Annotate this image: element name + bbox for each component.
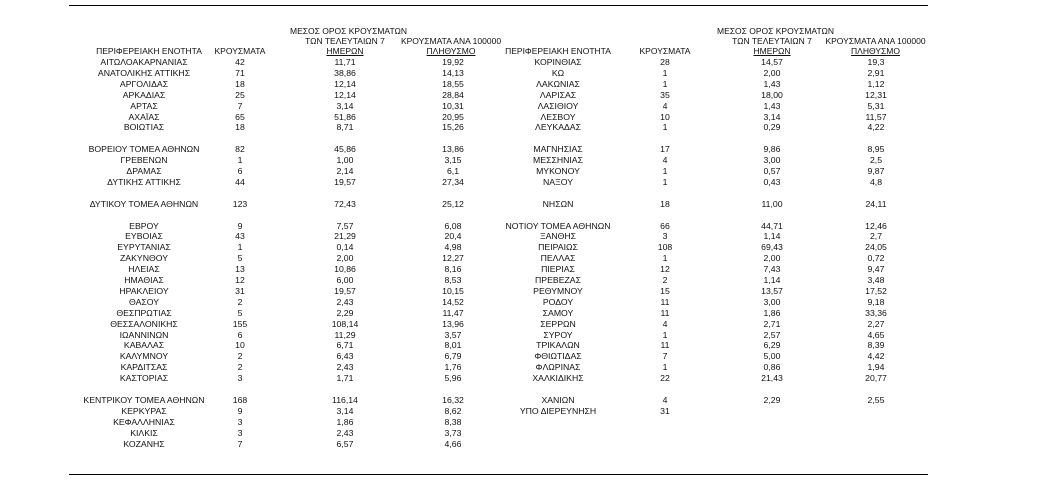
left-region-cell: ΚΑΒΑΛΑΣ: [123, 340, 165, 351]
right-region-cell: ΧΑΝΙΩΝ: [541, 394, 575, 405]
right-region-cell: ΠΙΕΡΙΑΣ: [541, 264, 575, 275]
left-avg-7days-cell: 12,14: [334, 89, 356, 100]
left-avg-7days-cell: 1,71: [336, 373, 354, 384]
right-region-cell: ΚΩ: [551, 67, 565, 78]
right-cases-cell: 1: [662, 362, 668, 373]
left-cases-cell: 155: [232, 318, 248, 329]
right-avg-7days-cell: 9,86: [763, 144, 781, 155]
left-per-100k-cell: 16,32: [442, 394, 464, 405]
left-per-100k-cell: 14,13: [442, 67, 464, 78]
right-region-cell: ΜΕΣΣΗΝΙΑΣ: [533, 155, 583, 166]
top-rule: [69, 5, 928, 6]
right-per-100k-cell: 24,05: [865, 242, 887, 253]
left-per-100k-cell: 25,12: [442, 198, 464, 209]
left-avg-7days-cell: 11,71: [334, 57, 356, 67]
right-cases-cell: 22: [660, 373, 670, 384]
left-cases-cell: 6: [237, 166, 243, 176]
left-avg-7days-cell: 8,71: [336, 122, 354, 133]
right-region-cell: ΛΑΡΙΣΑΣ: [539, 89, 577, 100]
left-region-cell: ΑΡΤΑΣ: [130, 100, 158, 111]
right-region-cell: ΥΠΟ ΔΙΕΡΕΥΝΗΣΗ: [519, 405, 597, 416]
left-per-100k-cell: 5,96: [444, 373, 462, 384]
left-cases-cell: 18: [235, 122, 245, 133]
right-per-100k-cell: 3,48: [867, 275, 885, 285]
left-region-cell: ΚΑΣΤΟΡΙΑΣ: [119, 373, 169, 384]
left-region-cell: ΚΕΡΚΥΡΑΣ: [121, 405, 167, 416]
right-region-cell: ΡΟΔΟΥ: [542, 296, 574, 307]
left-avg-7days-cell: 6,00: [336, 275, 354, 285]
right-region-cell: ΛΑΣΙΘΙΟΥ: [537, 100, 579, 111]
right-per-100k-cell: 12,46: [865, 220, 887, 231]
left-per-100k-cell: 27,34: [442, 176, 464, 187]
right-avg-7days-cell: 6,29: [763, 340, 781, 351]
right-avg-7days-cell: 5,00: [763, 351, 781, 362]
right-per-100k-cell: 0,72: [867, 253, 885, 264]
left-per-100k-cell: 20,4: [444, 231, 462, 242]
right-avg-7days-cell: 7,43: [763, 264, 781, 275]
right-per-100k-cell: 9,47: [867, 264, 885, 275]
right-avg-7days-cell: 2,00: [763, 67, 781, 78]
left-cases-cell: 5: [237, 253, 243, 264]
right-cases-cell: 31: [660, 405, 670, 416]
left-avg-7days-cell: 3,14: [336, 100, 354, 111]
left-per-100k-cell: 13,96: [442, 318, 464, 329]
right-avg-7days-cell: 0,57: [763, 166, 781, 176]
left-region-cell: ΗΜΑΘΙΑΣ: [124, 275, 164, 285]
left-cases-cell: 2: [237, 296, 243, 307]
left-region-cell: ΙΩΑΝΝΙΝΩΝ: [119, 329, 169, 340]
right-avg-7days-cell: 44,71: [761, 220, 783, 231]
left-cases-cell: 3: [237, 373, 243, 384]
left-cases-cell: 3: [237, 427, 243, 438]
right-cases-cell: 11: [660, 340, 670, 351]
left-cases-cell: 3: [237, 416, 243, 427]
right-avg-7days-cell: 69,43: [761, 242, 783, 253]
right-region-cell: ΚΟΡΙΝΘΙΑΣ: [534, 57, 582, 67]
right-per-100k-cell: 4,42: [867, 351, 885, 362]
right-header-per100k: ΚΡΟΥΣΜΑΤΑ ΑΝΑ 100000 ΠΛΗΘΥΣΜΟ: [825, 36, 926, 56]
right-per-100k-cell: 11,57: [865, 111, 887, 122]
left-region-cell: ΗΡΑΚΛΕΙΟΥ: [119, 285, 169, 296]
left-per-100k-cell: 13,86: [442, 144, 464, 155]
left-region-cell: ΚΕΦΑΛΛΗΝΙΑΣ: [113, 416, 175, 427]
right-avg-7days-cell: 1,43: [763, 78, 781, 89]
right-per-100k-cell: 4,8: [869, 176, 883, 187]
right-avg-7days-cell: 1,43: [763, 100, 781, 111]
left-region-cell: ΚΟΖΑΝΗΣ: [123, 438, 165, 449]
left-avg-7days-cell: 2,14: [336, 166, 354, 176]
left-cases-cell: 2: [237, 362, 243, 373]
right-avg-7days-cell: 3,14: [763, 111, 781, 122]
left-avg-7days-cell: 11,29: [334, 329, 356, 340]
left-cases-cell: 9: [237, 220, 243, 231]
left-cases-cell: 18: [235, 78, 245, 89]
right-header-avg: ΜΕΣΟΣ ΟΡΟΣ ΚΡΟΥΣΜΑΤΩΝ ΤΩΝ ΤΕΛΕΥΤΑΙΩΝ 7 ΗΜΕΡΩΝ: [717, 26, 834, 56]
left-per-100k-cell: 28,84: [442, 89, 464, 100]
left-avg-7days-cell: 2,43: [336, 362, 354, 373]
left-per-100k-cell: 10,31: [442, 100, 464, 111]
left-per-100k-cell: 6,1: [446, 166, 460, 176]
left-per-100k-cell: 18,55: [442, 78, 464, 89]
right-cases-cell: 18: [660, 198, 670, 209]
right-per-100k-cell: 4,22: [867, 122, 885, 133]
right-cases-cell: 2: [662, 275, 668, 285]
left-cases-cell: 44: [235, 176, 245, 187]
left-avg-7days-cell: 19,57: [334, 176, 356, 187]
left-avg-7days-cell: 6,71: [336, 340, 354, 351]
right-per-100k-cell: 24,11: [865, 198, 887, 209]
left-cases-cell: 7: [237, 100, 243, 111]
left-region-cell: ΔΡΑΜΑΣ: [126, 166, 162, 176]
left-avg-7days-cell: 51,86: [334, 111, 356, 122]
left-per-100k-cell: 6,79: [444, 351, 462, 362]
bottom-rule: [69, 474, 928, 475]
right-per-100k-cell: 4,65: [867, 329, 885, 340]
right-avg-7days-cell: 1,14: [763, 275, 781, 285]
left-region-cell: ΔΥΤΙΚΗΣ ΑΤΤΙΚΗΣ: [107, 176, 181, 187]
left-header-region: ΠΕΡΙΦΕΡΕΙΑΚΗ ΕΝΟΤΗΤΑ: [96, 46, 202, 56]
left-avg-7days-cell: 45,86: [334, 144, 356, 155]
left-avg-7days-cell: 2,00: [336, 253, 354, 264]
right-per-100k-cell: 8,39: [867, 340, 885, 351]
left-avg-7days-cell: 0,14: [336, 242, 354, 253]
left-per-100k-cell: 6,08: [444, 220, 462, 231]
left-region-cell: ΗΛΕΙΑΣ: [128, 264, 160, 275]
right-region-cell: ΛΑΚΩΝΙΑΣ: [536, 78, 580, 89]
left-avg-7days-cell: 7,57: [336, 220, 354, 231]
right-region-cell: ΠΕΙΡΑΙΩΣ: [538, 242, 578, 253]
left-region-cell: ΑΡΚΑΔΙΑΣ: [122, 89, 166, 100]
left-region-cell: ΖΑΚΥΝΘΟΥ: [120, 253, 168, 264]
left-per-100k-cell: 8,38: [444, 416, 462, 427]
left-region-cell: ΚΙΛΚΙΣ: [130, 427, 158, 438]
right-region-cell: ΛΕΥΚΑΔΑΣ: [535, 122, 581, 133]
right-avg-7days-cell: 2,57: [763, 329, 781, 340]
left-region-cell: ΓΡΕΒΕΝΩΝ: [120, 155, 168, 166]
left-per-100k-cell: 11,47: [442, 307, 464, 318]
left-avg-7days-cell: 116,14: [332, 394, 358, 405]
right-per-100k-cell: 8,95: [867, 144, 885, 155]
right-cases-cell: 28: [660, 57, 670, 67]
right-avg-7days-cell: 11,00: [761, 198, 783, 209]
left-cases-cell: 6: [237, 329, 243, 340]
left-cases-cell: 1: [237, 242, 243, 253]
right-per-100k-cell: 1,12: [867, 78, 885, 89]
right-per-100k-cell: 1,94: [867, 362, 885, 373]
left-header-cases: ΚΡΟΥΣΜΑΤΑ: [214, 46, 266, 56]
left-region-cell: ΑΧΑΪΑΣ: [128, 111, 160, 122]
left-region-cell: ΕΒΡΟΥ: [129, 220, 159, 231]
right-cases-cell: 12: [660, 264, 670, 275]
right-per-100k-cell: 2,55: [867, 394, 885, 405]
right-per-100k-cell: 9,87: [867, 166, 885, 176]
right-cases-cell: 11: [660, 296, 670, 307]
left-avg-7days-cell: 2,29: [336, 307, 354, 318]
left-avg-7days-cell: 6,43: [336, 351, 354, 362]
left-avg-7days-cell: 21,29: [334, 231, 356, 242]
right-region-cell: ΦΘΙΩΤΙΔΑΣ: [534, 351, 582, 362]
left-region-cell: ΒΟΡΕΙΟΥ ΤΟΜΕΑ ΑΘΗΝΩΝ: [88, 144, 200, 155]
right-header-region: ΠΕΡΙΦΕΡΕΙΑΚΗ ΕΝΟΤΗΤΑ: [505, 46, 611, 56]
left-avg-7days-cell: 38,86: [334, 67, 356, 78]
right-cases-cell: 3: [662, 231, 668, 242]
right-per-100k-cell: 17,52: [865, 285, 887, 296]
left-avg-7days-cell: 3,14: [336, 405, 354, 416]
right-cases-cell: 4: [662, 155, 668, 166]
right-per-100k-cell: 5,31: [867, 100, 885, 111]
left-avg-7days-cell: 19,57: [334, 285, 356, 296]
left-region-cell: ΑΝΑΤΟΛΙΚΗΣ ΑΤΤΙΚΗΣ: [97, 67, 191, 78]
left-per-100k-cell: 1,76: [444, 362, 462, 373]
left-cases-cell: 25: [235, 89, 245, 100]
left-avg-7days-cell: 108,14: [331, 318, 359, 329]
right-avg-7days-cell: 0,43: [763, 176, 781, 187]
left-cases-cell: 71: [235, 67, 245, 78]
left-per-100k-cell: 3,15: [444, 155, 462, 166]
right-cases-cell: 17: [660, 144, 670, 155]
left-cases-cell: 13: [235, 264, 245, 275]
left-region-cell: ΒΟΙΩΤΙΑΣ: [123, 122, 165, 133]
right-region-cell: ΣΑΜΟΥ: [542, 307, 574, 318]
left-cases-cell: 1: [237, 155, 243, 166]
right-per-100k-cell: 2,5: [869, 155, 883, 166]
left-per-100k-cell: 8,62: [444, 405, 462, 416]
left-header-avg: ΜΕΣΟΣ ΟΡΟΣ ΚΡΟΥΣΜΑΤΩΝ ΤΩΝ ΤΕΛΕΥΤΑΙΩΝ 7 ΗΜΕΡΩΝ: [290, 26, 407, 56]
left-region-cell: ΕΥΒΟΙΑΣ: [125, 231, 163, 242]
right-cases-cell: 1: [662, 253, 668, 264]
left-region-cell: ΑΡΓΟΛΙΔΑΣ: [119, 78, 169, 89]
right-region-cell: ΜΥΚΟΝΟΥ: [536, 166, 580, 176]
right-avg-7days-cell: 3,00: [763, 155, 781, 166]
left-cases-cell: 7: [237, 438, 243, 449]
right-cases-cell: 15: [660, 285, 670, 296]
left-per-100k-cell: 19,92: [442, 57, 464, 67]
right-avg-7days-cell: 0,29: [763, 122, 781, 133]
right-cases-cell: 1: [662, 78, 668, 89]
left-per-100k-cell: 12,27: [442, 253, 464, 264]
right-avg-7days-cell: 2,71: [763, 318, 781, 329]
left-cases-cell: 2: [237, 351, 243, 362]
right-region-cell: ΝΗΣΩΝ: [542, 198, 574, 209]
right-region-cell: ΠΡΕΒΕΖΑΣ: [535, 275, 581, 285]
right-region-cell: ΛΕΣΒΟΥ: [540, 111, 576, 122]
left-per-100k-cell: 14,52: [442, 296, 464, 307]
right-cases-cell: 66: [660, 220, 670, 231]
left-region-cell: ΚΕΝΤΡΙΚΟΥ ΤΟΜΕΑ ΑΘΗΝΩΝ: [83, 394, 205, 405]
left-per-100k-cell: 20,95: [442, 111, 464, 122]
left-cases-cell: 31: [235, 285, 245, 296]
left-per-100k-cell: 8,01: [444, 340, 462, 351]
right-region-cell: ΡΕΘΥΜΝΟΥ: [533, 285, 583, 296]
left-avg-7days-cell: 2,43: [336, 296, 354, 307]
left-avg-7days-cell: 2,43: [336, 427, 354, 438]
left-region-cell: ΚΑΛΥΜΝΟΥ: [119, 351, 169, 362]
left-per-100k-cell: 3,57: [444, 329, 462, 340]
right-region-cell: ΜΑΓΝΗΣΙΑΣ: [533, 144, 583, 155]
left-cases-cell: 5: [237, 307, 243, 318]
left-region-cell: ΕΥΡΥΤΑΝΙΑΣ: [117, 242, 171, 253]
right-avg-7days-cell: 21,43: [761, 373, 783, 384]
left-cases-cell: 82: [235, 144, 245, 155]
right-cases-cell: 7: [662, 351, 668, 362]
right-per-100k-cell: 9,18: [867, 296, 885, 307]
right-avg-7days-cell: 2,00: [763, 253, 781, 264]
right-cases-cell: 4: [662, 100, 668, 111]
right-avg-7days-cell: 0,86: [763, 362, 781, 373]
right-cases-cell: 4: [662, 318, 668, 329]
right-per-100k-cell: 2,27: [867, 318, 885, 329]
right-per-100k-cell: 2,91: [867, 67, 885, 78]
right-cases-cell: 35: [660, 89, 670, 100]
right-region-cell: ΣΕΡΡΩΝ: [540, 318, 576, 329]
left-avg-7days-cell: 1,86: [336, 416, 354, 427]
left-cases-cell: 43: [235, 231, 245, 242]
left-cases-cell: 42: [235, 57, 245, 67]
left-cases-cell: 9: [237, 405, 243, 416]
right-region-cell: ΝΟΤΙΟΥ ΤΟΜΕΑ ΑΘΗΝΩΝ: [505, 220, 611, 231]
left-avg-7days-cell: 10,86: [334, 264, 356, 275]
right-cases-cell: 10: [660, 111, 670, 122]
right-cases-cell: 11: [660, 307, 670, 318]
right-cases-cell: 1: [662, 122, 668, 133]
right-cases-cell: 1: [662, 67, 668, 78]
right-region-cell: ΠΕΛΛΑΣ: [540, 253, 576, 264]
left-per-100k-cell: 4,66: [444, 438, 462, 449]
right-cases-cell: 108: [657, 242, 673, 253]
right-avg-7days-cell: 3,00: [763, 296, 781, 307]
right-cases-cell: 4: [662, 394, 668, 405]
right-region-cell: ΧΑΛΚΙΔΙΚΗΣ: [532, 373, 584, 384]
left-per-100k-cell: 8,53: [444, 275, 462, 285]
left-header-per100k: ΚΡΟΥΣΜΑΤΑ ΑΝΑ 100000 ΠΛΗΘΥΣΜΟ: [400, 36, 502, 56]
left-region-cell: ΘΕΣΣΑΛΟΝΙΚΗΣ: [110, 318, 178, 329]
right-avg-7days-cell: 2,29: [763, 394, 781, 405]
right-cases-cell: 1: [662, 329, 668, 340]
left-region-cell: ΘΑΣΟΥ: [128, 296, 160, 307]
left-cases-cell: 123: [232, 198, 248, 209]
left-cases-cell: 168: [232, 394, 248, 405]
right-region-cell: ΝΑΞΟΥ: [543, 176, 573, 187]
left-per-100k-cell: 4,98: [444, 242, 462, 253]
right-header-cases: ΚΡΟΥΣΜΑΤΑ: [639, 46, 691, 56]
right-cases-cell: 1: [662, 176, 668, 187]
right-region-cell: ΞΑΝΘΗΣ: [539, 231, 577, 242]
right-region-cell: ΣΥΡΟΥ: [543, 329, 573, 340]
left-avg-7days-cell: 6,57: [336, 438, 354, 449]
left-region-cell: ΑΙΤΩΛΟΑΚΑΡΝΑΝΙΑΣ: [100, 57, 188, 67]
right-per-100k-cell: 19,3: [867, 57, 885, 67]
left-per-100k-cell: 10,15: [442, 285, 464, 296]
left-per-100k-cell: 3,73: [444, 427, 462, 438]
left-avg-7days-cell: 12,14: [334, 78, 356, 89]
right-avg-7days-cell: 13,57: [761, 285, 783, 296]
left-per-100k-cell: 8,16: [444, 264, 462, 275]
left-avg-7days-cell: 1,00: [336, 155, 354, 166]
left-region-cell: ΔΥΤΙΚΟΥ ΤΟΜΕΑ ΑΘΗΝΩΝ: [89, 198, 199, 209]
right-avg-7days-cell: 1,14: [763, 231, 781, 242]
right-cases-cell: 1: [662, 166, 668, 176]
left-cases-cell: 10: [235, 340, 245, 351]
left-avg-7days-cell: 72,43: [334, 198, 356, 209]
right-per-100k-cell: 12,31: [865, 89, 887, 100]
left-cases-cell: 65: [235, 111, 245, 122]
left-region-cell: ΘΕΣΠΡΩΤΙΑΣ: [116, 307, 172, 318]
right-avg-7days-cell: 1,86: [763, 307, 781, 318]
left-cases-cell: 12: [235, 275, 245, 285]
right-region-cell: ΦΛΩΡΙΝΑΣ: [535, 362, 581, 373]
right-per-100k-cell: 2,7: [869, 231, 883, 242]
right-per-100k-cell: 33,36: [865, 307, 887, 318]
right-avg-7days-cell: 18,00: [761, 89, 783, 100]
right-avg-7days-cell: 14,57: [761, 57, 783, 67]
left-region-cell: ΚΑΡΔΙΤΣΑΣ: [120, 362, 168, 373]
right-region-cell: ΤΡΙΚΑΛΩΝ: [536, 340, 580, 351]
left-per-100k-cell: 15,26: [442, 122, 464, 133]
right-per-100k-cell: 20,77: [865, 373, 887, 384]
